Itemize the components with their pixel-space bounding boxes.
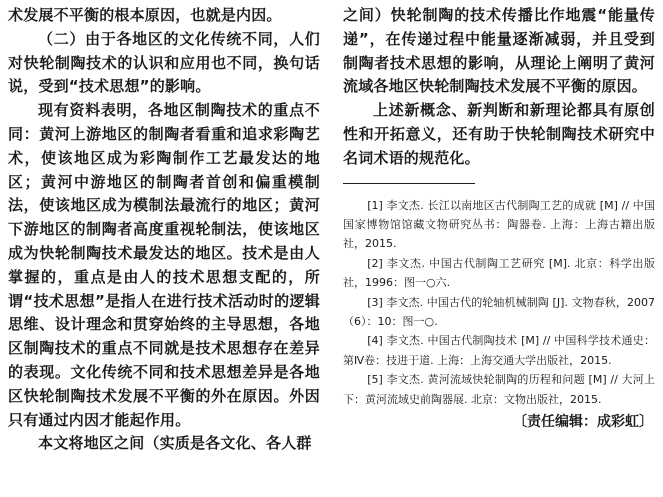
- editor-credit: 〔责任编辑：成彩虹〕: [513, 414, 653, 431]
- reference-item: [5] 李文杰. 黄河流域快轮制陶的历程和问题 [M] // 大河上下：黄河流域史前陶器展. 北京：文物出版社，2015.: [343, 373, 655, 406]
- body-paragraph: 术发展不平衡的根本原因，也就是内因。: [8, 6, 282, 24]
- reference-item: [3] 李文杰. 中国古代的轮轴机械制陶 [J]. 文物春秋，2007（6）：10：图一○.: [343, 295, 655, 329]
- body-paragraph: 之间）快轮制陶的技术传播比作地震“能量传递”，在传递过程中能量逐渐减弱，并且受到制陶者技术思想的影响，从理论上阐明了黄河流域各地区快轮制陶技术发展不平衡的原因。: [343, 6, 655, 96]
- reference-item: [2] 李文杰. 中国古代制陶工艺研究 [M]. 北京：科学出版社，1996：图一○六.: [343, 256, 655, 290]
- body-paragraph: 上述新概念、新判断和新理论都具有原创性和开拓意义，还有助于快轮制陶技术研究中名词术语的规范化。: [343, 101, 655, 167]
- body-paragraph: 现有资料表明，各地区制陶技术的重点不同：黄河上游地区的制陶者看重和追求彩陶艺术，使该地区成为彩陶制作工艺最发达的地区；黄河中游地区的制陶者首创和偏重模制法，使该地区成为模制法最流行的地区；黄河下游地区的制陶者高度重视轮制法，使该地区成为快轮制陶技术最发达的地区。技术是由人掌握的，重点是由人的技术思想支配的，所谓“技术思想”是指人在进行技术活动时的逻辑思维、设计理念和贯穿始终的主导思想，各地区制陶技术的重点不同就是技术思想存在差异的表现。文化传统不同和技术思想差异是各地区快轮制陶技术发展不平衡的外在原因。外因只有通过内因才能起作用。: [8, 101, 320, 429]
- reference-item: [4] 李文杰. 中国古代制陶技术 [M] // 中国科学技术通史：第Ⅳ卷：技进于道. 上海：上海交通大学出版社，2015.: [343, 334, 655, 367]
- references-list: [343, 196, 655, 409]
- body-paragraph: （二）由于各地区的文化传统不同，人们对快轮制陶技术的认识和应用也不同，换句话说，受到“技术思想”的影响。: [8, 29, 320, 96]
- left-column: [8, 4, 320, 456]
- footnote-divider: [343, 183, 475, 184]
- reference-item: [1] 李文杰. 长江以南地区古代制陶工艺的成就 [M] // 中国国家博物馆馆藏文物研究丛书：陶器卷. 上海：上海古籍出版社，2015.: [343, 198, 655, 251]
- right-column: [343, 4, 655, 432]
- body-paragraph: 本文将地区之间（实质是各文化、各人群: [38, 434, 312, 453]
